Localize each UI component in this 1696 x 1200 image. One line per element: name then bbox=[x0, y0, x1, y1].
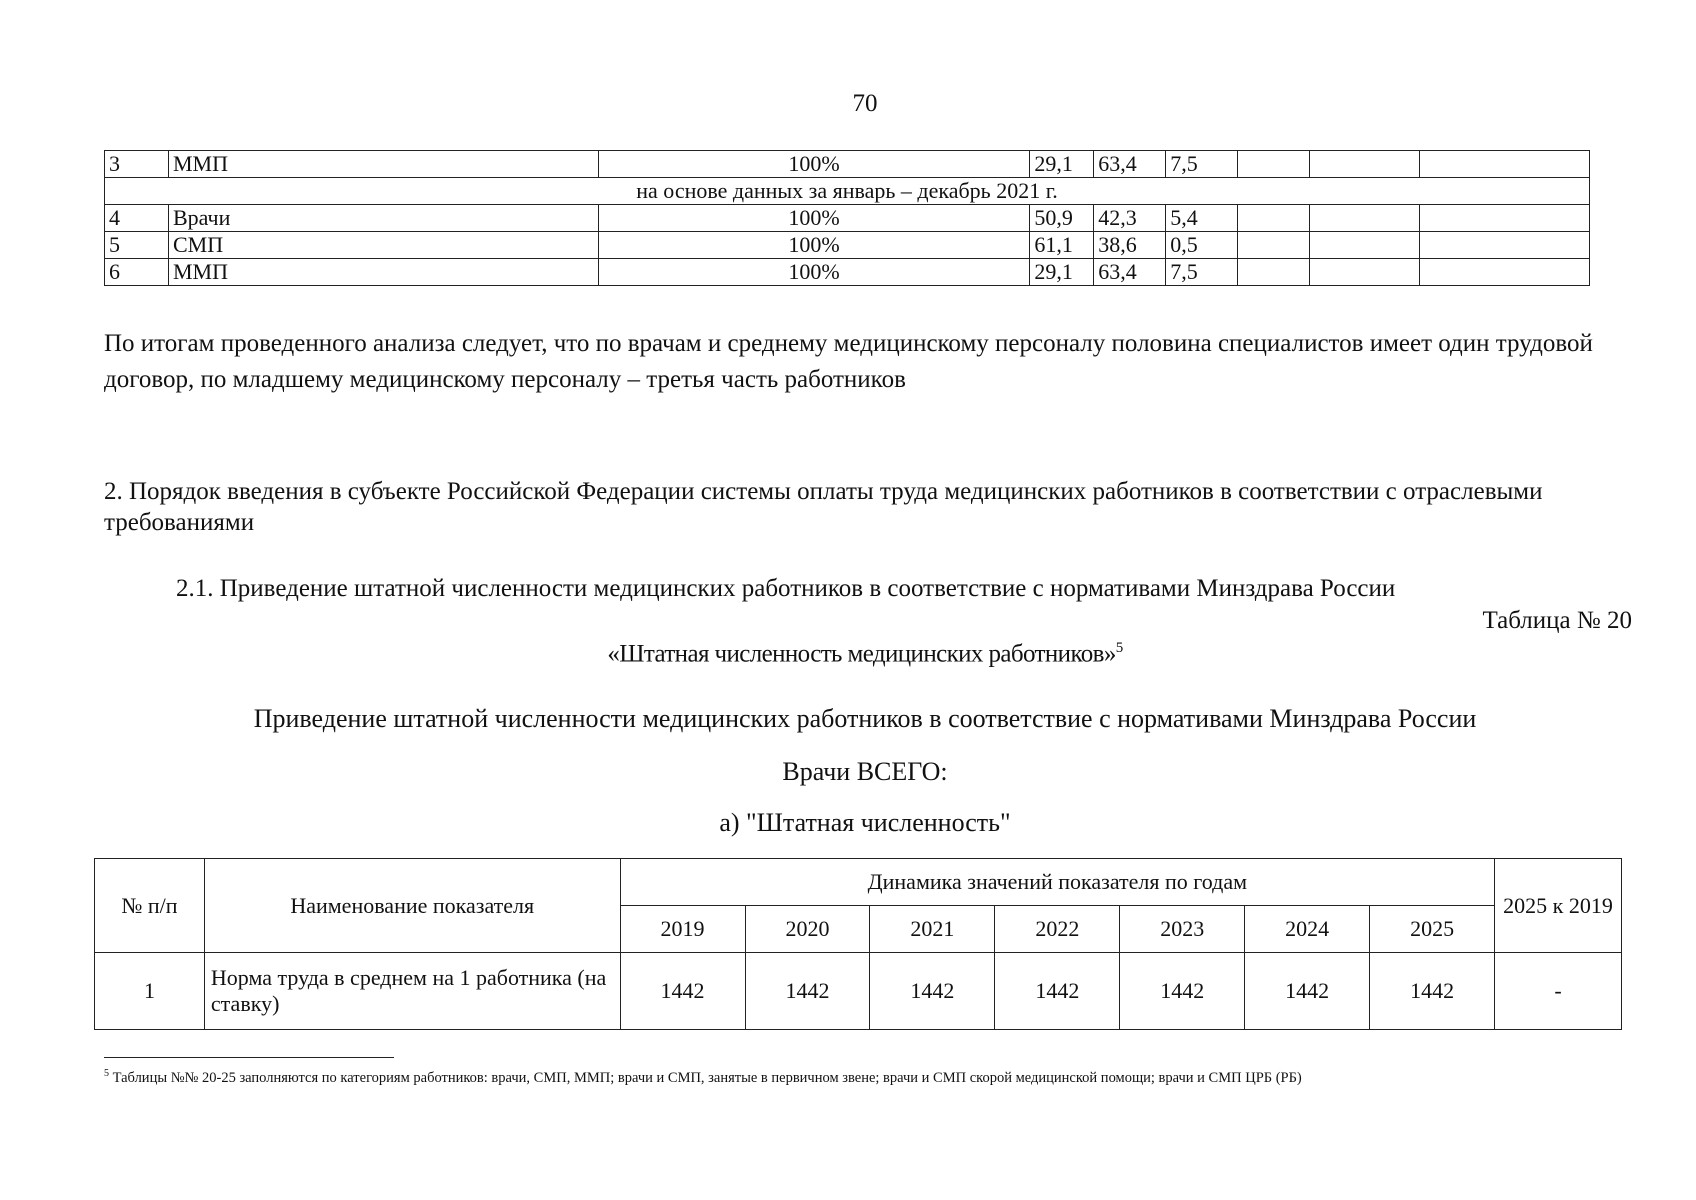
table-span-row bbox=[105, 178, 1590, 205]
total-percent: 100% bbox=[598, 259, 1030, 286]
total-percent: 100% bbox=[598, 205, 1030, 232]
header-year: 2019 bbox=[620, 906, 745, 953]
empty-cell bbox=[1238, 205, 1310, 232]
footnote bbox=[104, 1068, 1302, 1087]
value-cell: 7,5 bbox=[1166, 259, 1238, 286]
row-number: 5 bbox=[105, 232, 169, 259]
empty-cell bbox=[1310, 205, 1420, 232]
value-cell: 1442 bbox=[995, 953, 1120, 1030]
value-cell: 0,5 bbox=[1166, 232, 1238, 259]
indicator-name: Норма труда в среднем на 1 работника (на ставку) bbox=[204, 953, 620, 1030]
category-name: СМП bbox=[168, 232, 598, 259]
header-year: 2021 bbox=[870, 906, 995, 953]
table-row bbox=[95, 953, 1622, 1030]
value-cell: 50,9 bbox=[1030, 205, 1094, 232]
header-dynamics: Динамика значений показателя по годам bbox=[620, 859, 1494, 906]
empty-cell bbox=[1420, 151, 1590, 178]
header-year: 2020 bbox=[745, 906, 870, 953]
category-name: ММП bbox=[168, 151, 598, 178]
header-year: 2023 bbox=[1120, 906, 1245, 953]
value-cell: 63,4 bbox=[1094, 259, 1166, 286]
empty-cell bbox=[1310, 259, 1420, 286]
value-cell: 38,6 bbox=[1094, 232, 1166, 259]
value-cell: 1442 bbox=[620, 953, 745, 1030]
footnote-divider bbox=[104, 1057, 394, 1058]
top-table bbox=[104, 150, 1590, 286]
empty-cell bbox=[1238, 259, 1310, 286]
section-2-1-heading: 2.1. Приведение штатной численности медицинских работников в соответствие с нормативами Минздрава России bbox=[176, 575, 1396, 602]
empty-cell bbox=[1420, 205, 1590, 232]
footnote-text: Таблицы №№ 20-25 заполняются по категориям работников: врачи, СМП, ММП; врачи и СМП, занятые в первичном звене; врачи и СМП скорой медицинской помощи; врачи и СМП ЦРБ (РБ) bbox=[112, 1069, 1302, 1086]
empty-cell bbox=[1420, 259, 1590, 286]
category-heading: Врачи ВСЕГО: bbox=[782, 757, 948, 786]
table-row bbox=[105, 205, 1590, 232]
value-cell: 1442 bbox=[870, 953, 995, 1030]
value-cell: 29,1 bbox=[1030, 151, 1094, 178]
footnote-reference[interactable]: 5 bbox=[1115, 640, 1123, 656]
total-percent: 100% bbox=[598, 232, 1030, 259]
value-cell: 29,1 bbox=[1030, 259, 1094, 286]
value-cell: 5,4 bbox=[1166, 205, 1238, 232]
row-number: 6 bbox=[105, 259, 169, 286]
value-cell: 1442 bbox=[1370, 953, 1495, 1030]
table-row bbox=[105, 151, 1590, 178]
value-cell: 61,1 bbox=[1030, 232, 1094, 259]
header-year: 2024 bbox=[1245, 906, 1370, 953]
value-cell: 63,4 bbox=[1094, 151, 1166, 178]
footnote-mark: 5 bbox=[104, 1068, 109, 1079]
table-title-text: «Штатная численность медицинских работников» bbox=[607, 640, 1116, 668]
row-number: 4 bbox=[105, 205, 169, 232]
table-row bbox=[105, 232, 1590, 259]
value-cell: 1442 bbox=[745, 953, 870, 1030]
row-number: 1 bbox=[95, 953, 205, 1030]
table-row bbox=[105, 259, 1590, 286]
table-title bbox=[0, 640, 1696, 668]
ratio-cell: - bbox=[1495, 953, 1622, 1030]
value-cell: 1442 bbox=[1245, 953, 1370, 1030]
total-percent: 100% bbox=[598, 151, 1030, 178]
table-number: Таблица № 20 bbox=[1482, 607, 1632, 634]
category-name: ММП bbox=[168, 259, 598, 286]
analysis-paragraph: По итогам проведенного анализа следует, что по врачам и среднему медицинскому персоналу половина специалистов имеет один трудовой договор, по младшему медицинскому персоналу – третья часть работников bbox=[104, 330, 1593, 393]
header-indicator-name: Наименование показателя bbox=[204, 859, 620, 953]
table-header-row bbox=[95, 859, 1622, 906]
period-caption: на основе данных за январь – декабрь 2021 г. bbox=[105, 178, 1590, 205]
header-year: 2022 bbox=[995, 906, 1120, 953]
empty-cell bbox=[1238, 151, 1310, 178]
value-cell: 7,5 bbox=[1166, 151, 1238, 178]
empty-cell bbox=[1420, 232, 1590, 259]
empty-cell bbox=[1310, 232, 1420, 259]
page-number: 70 bbox=[852, 90, 878, 117]
header-year: 2025 bbox=[1370, 906, 1495, 953]
category-name: Врачи bbox=[168, 205, 598, 232]
value-cell: 1442 bbox=[1120, 953, 1245, 1030]
section-2-heading: 2. Порядок введения в субъекте Российской Федерации системы оплаты труда медицинских работников в соответствии с отраслевыми требованиями bbox=[104, 478, 1543, 536]
subtable-heading: а) "Штатная численность" bbox=[719, 808, 1011, 837]
block-heading: Приведение штатной численности медицинских работников в соответствие с нормативами Минздрава России bbox=[253, 704, 1477, 733]
value-cell: 42,3 bbox=[1094, 205, 1166, 232]
empty-cell bbox=[1310, 151, 1420, 178]
staffing-table bbox=[94, 858, 1622, 1030]
header-number: № п/п bbox=[95, 859, 205, 953]
empty-cell bbox=[1238, 232, 1310, 259]
header-ratio: 2025 к 2019 bbox=[1495, 859, 1622, 953]
row-number: 3 bbox=[105, 151, 169, 178]
